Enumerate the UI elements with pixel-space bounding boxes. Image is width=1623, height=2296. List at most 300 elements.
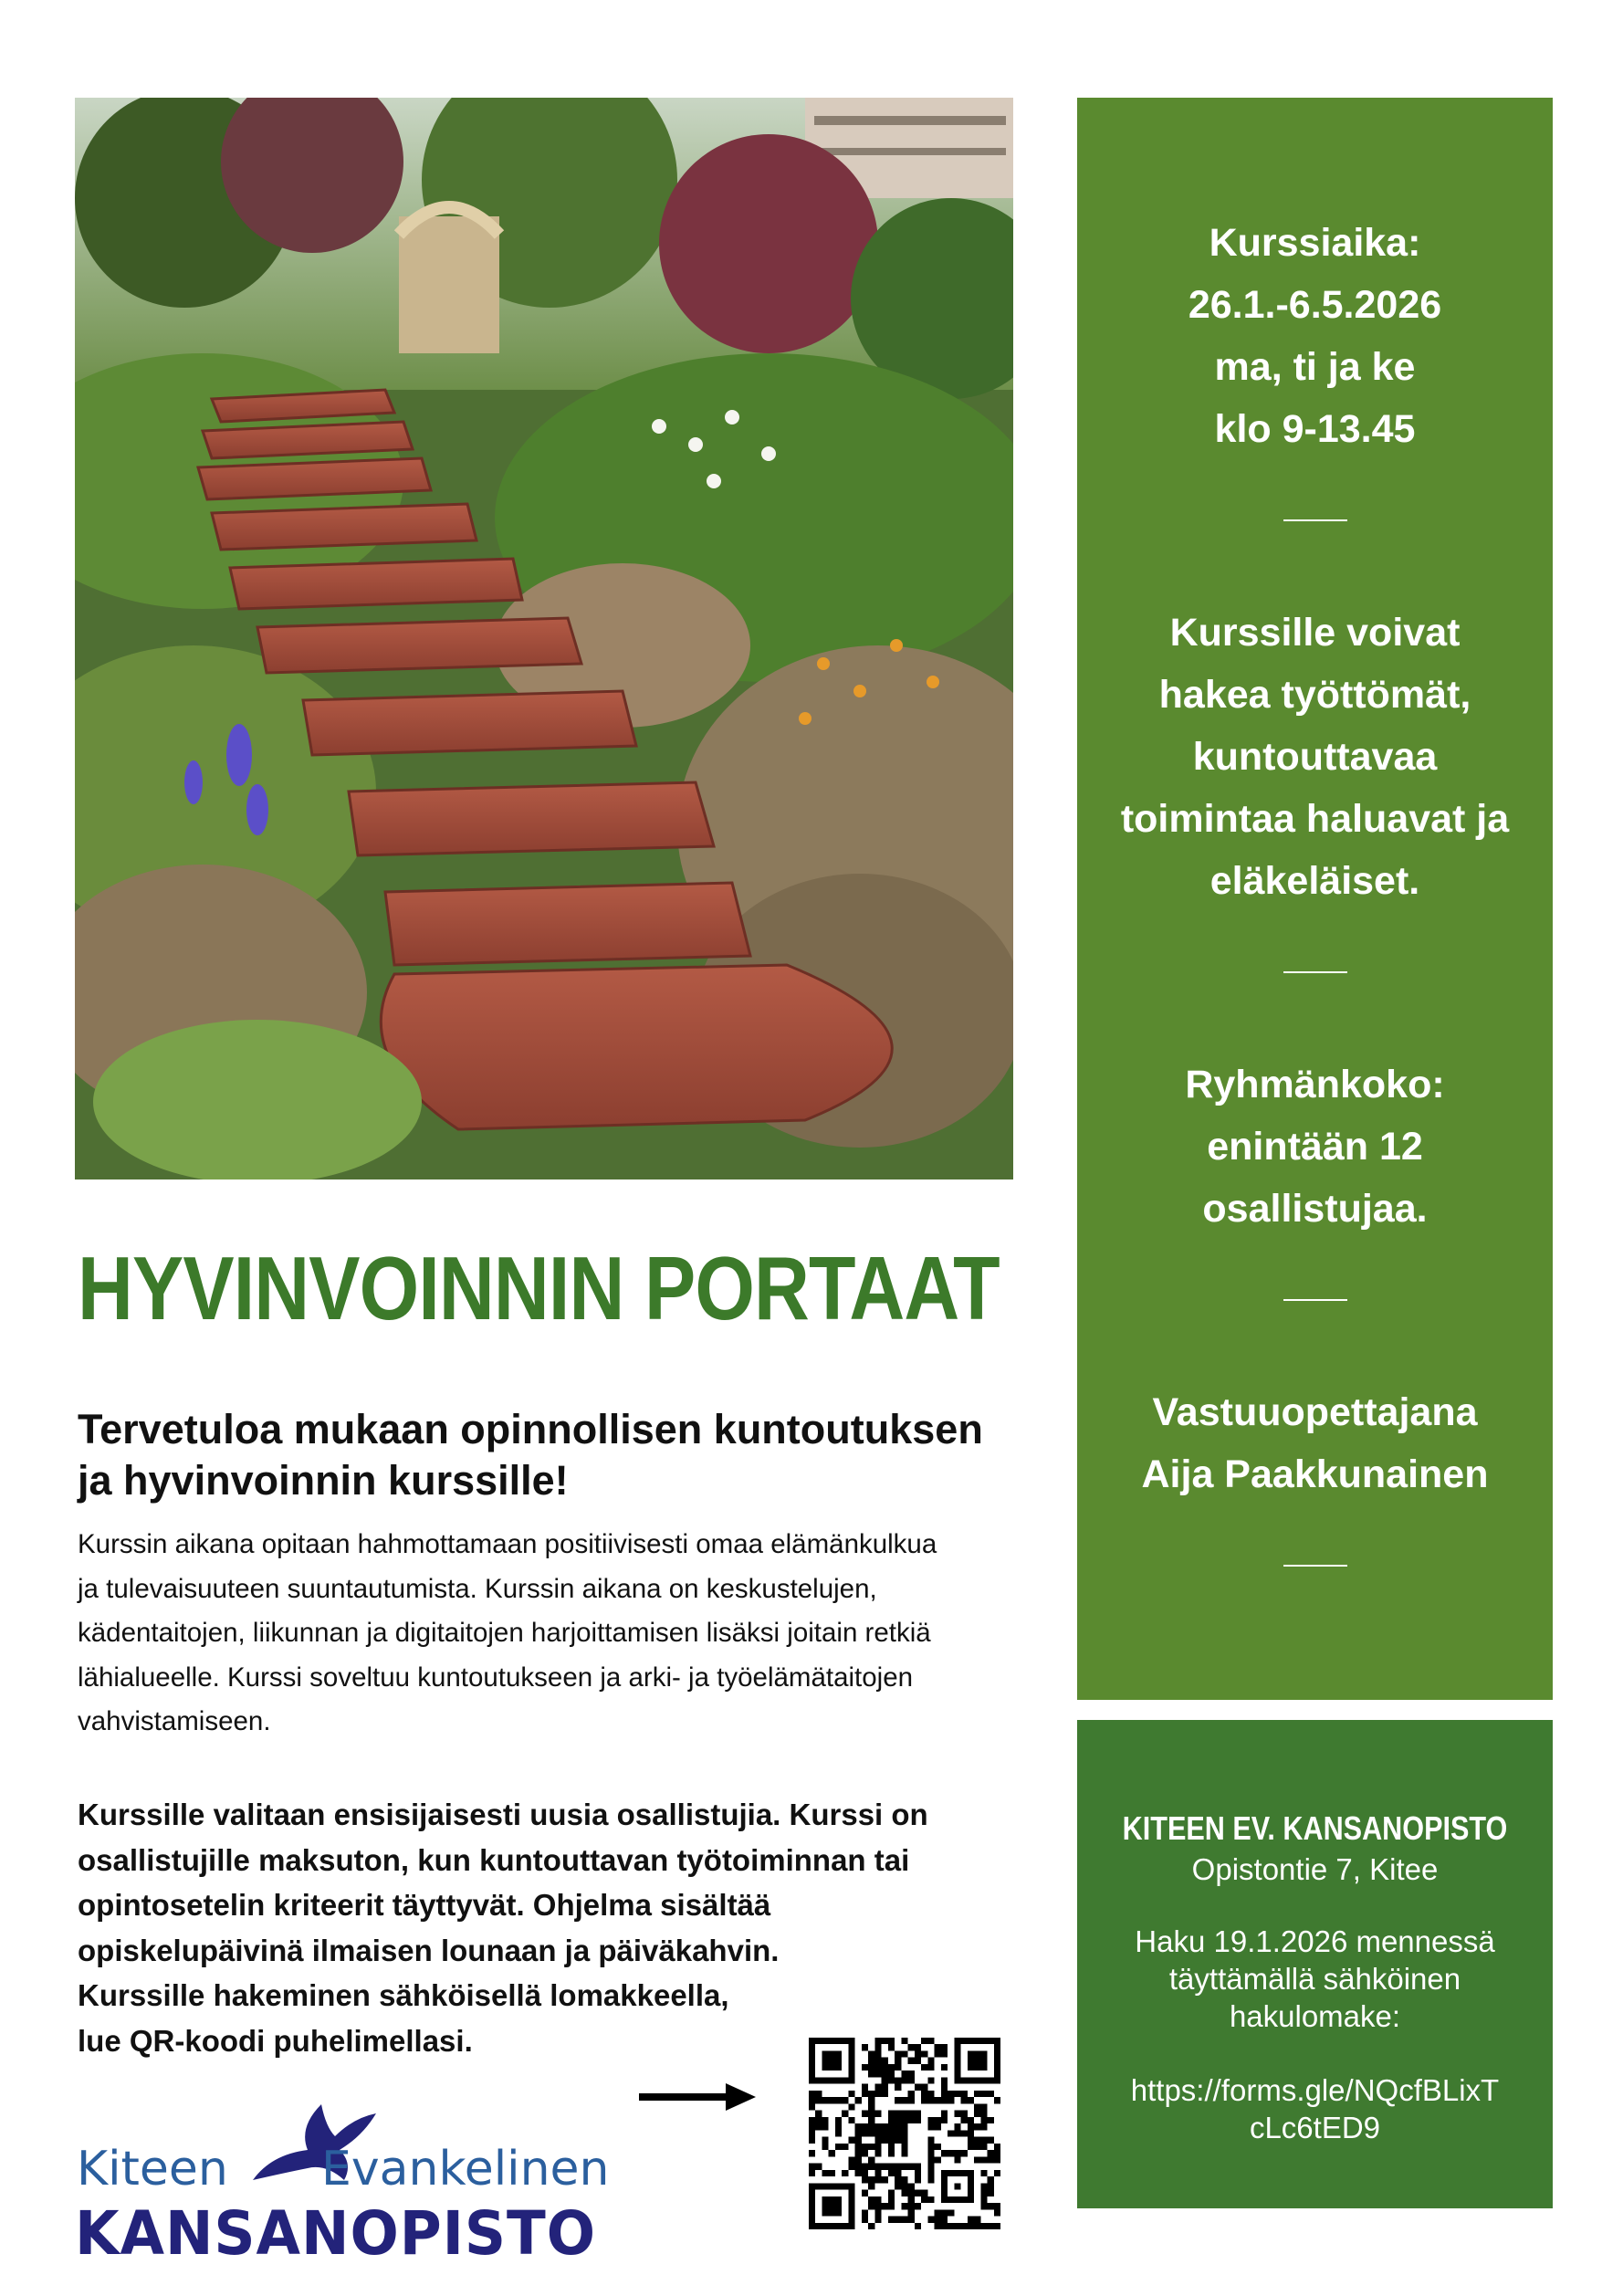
- subtitle-line: ja hyvinvoinnin kurssille!: [78, 1457, 569, 1504]
- kansanopisto-logo: [75, 2100, 641, 2269]
- qr-module: [941, 2084, 948, 2091]
- qr-module: [862, 2091, 868, 2097]
- qr-module: [868, 2050, 874, 2057]
- qr-module: [868, 2103, 874, 2110]
- qr-module: [815, 2164, 822, 2170]
- qr-module: [954, 2223, 960, 2229]
- qr-module: [835, 2097, 842, 2103]
- eligibility-line: kuntouttavaa: [1192, 735, 1438, 779]
- qr-module: [868, 2117, 874, 2123]
- qr-module: [809, 2117, 815, 2123]
- qr-module: [980, 2123, 987, 2130]
- qr-module: [874, 2058, 881, 2064]
- url-line[interactable]: https://forms.gle/NQcfBLixT: [1130, 2073, 1500, 2107]
- qr-module: [874, 2150, 881, 2156]
- separator: [1283, 1565, 1347, 1567]
- intro-line: Kurssin aikana opitaan hahmottamaan positiivisesti omaa elämänkulkua: [78, 1529, 937, 1559]
- qr-module: [935, 2050, 941, 2057]
- qr-module: [901, 2190, 907, 2196]
- qr-module: [888, 2196, 895, 2203]
- group-size-unit: osallistujaa.: [1202, 1187, 1428, 1231]
- qr-module: [874, 2217, 881, 2223]
- qr-module: [862, 2123, 868, 2130]
- intro-line: kädentaitojen, liikunnan ja digitaitojen harjoittamisen lisäksi joitain retkiä: [78, 1618, 931, 1648]
- qr-module: [868, 2144, 874, 2150]
- qr-module: [908, 2217, 915, 2223]
- qr-module: [874, 2164, 881, 2170]
- qr-module: [935, 2217, 941, 2223]
- qr-module: [948, 2097, 954, 2103]
- qr-module: [874, 2044, 881, 2050]
- intro-line: lähialueelle. Kurssi soveltuu kuntoutukseen ja arki- ja työelämätaitojen: [78, 1662, 914, 1693]
- qr-module: [921, 2196, 927, 2203]
- qr-module: [921, 2038, 927, 2044]
- qr-module: [835, 2144, 842, 2150]
- qr-module: [888, 2038, 895, 2044]
- qr-module: [994, 2144, 1000, 2150]
- qr-module: [822, 2137, 828, 2144]
- qr-module: [874, 2203, 881, 2209]
- qr-module: [921, 2050, 927, 2057]
- qr-module: [915, 2058, 921, 2064]
- qr-module: [901, 2183, 907, 2189]
- details-paragraph: [78, 1792, 1045, 2063]
- qr-module: [868, 2164, 874, 2170]
- qr-module: [862, 2130, 868, 2136]
- qr-module: [941, 2150, 948, 2156]
- qr-module: [855, 2144, 862, 2150]
- qr-module: [862, 2084, 868, 2091]
- qr-module: [968, 2144, 974, 2150]
- qr-module: [842, 2170, 848, 2176]
- qr-module: [994, 2097, 1000, 2103]
- qr-module: [882, 2038, 888, 2044]
- qr-module: [927, 2144, 934, 2150]
- qr-module: [941, 2044, 948, 2050]
- intro-line: vahvistamiseen.: [78, 1706, 271, 1736]
- group-size-heading: Ryhmänkoko:: [1185, 1063, 1445, 1106]
- group-size-value: enintään 12: [1207, 1125, 1423, 1169]
- qr-module: [908, 2058, 915, 2064]
- qr-module: [941, 2209, 948, 2216]
- qr-module: [882, 2164, 888, 2170]
- qr-module: [809, 2123, 815, 2130]
- qr-module: [874, 2084, 881, 2091]
- qr-module: [927, 2170, 934, 2176]
- qr-module: [901, 2217, 907, 2223]
- qr-module: [868, 2176, 874, 2183]
- qr-module: [988, 2156, 994, 2163]
- qr-module: [974, 2103, 980, 2110]
- qr-module: [954, 2150, 960, 2156]
- qr-module: [829, 2170, 835, 2176]
- qr-module: [961, 2091, 968, 2097]
- qr-module: [855, 2170, 862, 2176]
- qr-module: [908, 2044, 915, 2050]
- qr-module: [941, 2097, 948, 2103]
- qr-module: [961, 2117, 968, 2123]
- qr-module: [868, 2058, 874, 2064]
- details-line: Kurssille valitaan ensisijaisesti uusia osallistujia. Kurssi on: [78, 1798, 928, 1831]
- qr-module: [855, 2123, 862, 2130]
- qr-module: [974, 2091, 980, 2097]
- qr-module: [868, 2071, 874, 2077]
- qr-module: [888, 2164, 895, 2170]
- qr-module: [895, 2217, 901, 2223]
- qr-module: [980, 2137, 987, 2144]
- qr-module: [874, 2130, 881, 2136]
- details-line: opintosetelin kriteerit täyttyvät. Ohjelma sisältää: [78, 1888, 771, 1922]
- subtitle-line: Tervetuloa mukaan opinnollisen kuntoutuksen: [78, 1406, 983, 1452]
- qr-module: [862, 2044, 868, 2050]
- qr-module: [915, 2050, 921, 2057]
- subtitle: [78, 1404, 1063, 1506]
- qr-module: [862, 2164, 868, 2170]
- qr-module: [908, 2209, 915, 2216]
- qr-module: [882, 2077, 888, 2083]
- qr-module: [935, 2144, 941, 2150]
- qr-module: [848, 2137, 854, 2144]
- qr-module: [835, 2123, 842, 2130]
- intro-line: ja tulevaisuuteen suuntautumista. Kurssin aikana on keskustelujen,: [78, 1573, 877, 1604]
- arrow-right-icon: [639, 2083, 756, 2111]
- logo-word-kiteen: Kiteen: [77, 2142, 228, 2196]
- qr-module: [809, 2103, 815, 2110]
- qr-module: [908, 2190, 915, 2196]
- qr-module: [988, 2091, 994, 2097]
- qr-module: [941, 2050, 948, 2057]
- qr-module: [855, 2097, 862, 2103]
- qr-module: [901, 2164, 907, 2170]
- qr-module: [927, 2038, 934, 2044]
- qr-module: [915, 2203, 921, 2209]
- qr-module: [968, 2097, 974, 2103]
- qr-module: [874, 2064, 881, 2071]
- qr-module: [994, 2156, 1000, 2163]
- qr-module: [895, 2164, 901, 2170]
- qr-module: [901, 2203, 907, 2209]
- course-hours: klo 9-13.45: [1214, 407, 1416, 451]
- qr-module: [882, 2091, 888, 2097]
- page-title: HYVINVOINNIN PORTAAT: [78, 1238, 1000, 1338]
- qr-module: [895, 2064, 901, 2071]
- contact-panel: [1077, 1720, 1553, 2208]
- qr-module: [895, 2050, 901, 2057]
- qr-module: [927, 2176, 934, 2183]
- qr-module: [974, 2137, 980, 2144]
- qr-module: [888, 2170, 895, 2176]
- qr-module: [901, 2077, 907, 2083]
- qr-module: [935, 2044, 941, 2050]
- qr-module: [855, 2130, 862, 2136]
- qr-module: [848, 2117, 854, 2123]
- qr-module: [809, 2130, 815, 2136]
- qr-module: [927, 2123, 934, 2130]
- qr-module: [927, 2164, 934, 2170]
- qr-module: [822, 2144, 828, 2150]
- qr-module: [935, 2156, 941, 2163]
- qr-module: [888, 2190, 895, 2196]
- teacher-label: Vastuuopettajana: [1152, 1390, 1478, 1434]
- qr-module: [941, 2117, 948, 2123]
- qr-module: [868, 2196, 874, 2203]
- qr-module: [874, 2209, 881, 2216]
- qr-module: [961, 2223, 968, 2229]
- qr-module: [927, 2150, 934, 2156]
- qr-module: [935, 2097, 941, 2103]
- qr-module: [809, 2170, 815, 2176]
- qr-module: [915, 2164, 921, 2170]
- qr-module: [815, 2091, 822, 2097]
- details-line: Kurssille hakeminen sähköisellä lomakkeella,: [78, 1978, 729, 2012]
- qr-module: [974, 2223, 980, 2229]
- qr-module: [862, 2150, 868, 2156]
- qr-module: [868, 2111, 874, 2117]
- qr-module: [901, 2038, 907, 2044]
- qr-module: [980, 2196, 987, 2203]
- teacher-name: Aija Paakkunainen: [1141, 1452, 1489, 1496]
- qr-module: [882, 2058, 888, 2064]
- qr-module: [941, 2223, 948, 2229]
- qr-module: [882, 2084, 888, 2091]
- qr-module: [935, 2117, 941, 2123]
- qr-module: [855, 2156, 862, 2163]
- qr-module: [941, 2077, 948, 2083]
- application-info: [1077, 1923, 1553, 2035]
- qr-module: [874, 2170, 881, 2176]
- qr-module: [948, 2209, 954, 2216]
- qr-module: [822, 2117, 828, 2123]
- qr-module: [809, 2091, 815, 2097]
- qr-module: [941, 2217, 948, 2223]
- qr-module: [988, 2183, 994, 2189]
- qr-module: [941, 2064, 948, 2071]
- qr-module: [980, 2111, 987, 2117]
- qr-module: [874, 2144, 881, 2150]
- qr-code-icon[interactable]: [809, 2038, 1000, 2229]
- qr-module: [968, 2130, 974, 2136]
- details-line: osallistujille maksuton, kun kuntouttavan työtoiminnan tai: [78, 1842, 910, 1877]
- qr-module: [980, 2144, 987, 2150]
- qr-module: [968, 2223, 974, 2229]
- qr-module: [941, 2111, 948, 2117]
- qr-module: [954, 2123, 960, 2130]
- qr-module: [908, 2071, 915, 2077]
- qr-module: [927, 2217, 934, 2223]
- qr-module: [948, 2150, 954, 2156]
- qr-module: [868, 2064, 874, 2071]
- qr-module: [968, 2123, 974, 2130]
- qr-module: [874, 2123, 881, 2130]
- qr-module: [954, 2130, 960, 2136]
- qr-module: [968, 2137, 974, 2144]
- qr-module: [888, 2217, 895, 2223]
- qr-module: [948, 2091, 954, 2097]
- details-line: lue QR-koodi puhelimellasi.: [78, 2023, 473, 2058]
- qr-module: [815, 2111, 822, 2117]
- qr-module: [935, 2123, 941, 2130]
- qr-module: [888, 2077, 895, 2083]
- qr-module: [874, 2050, 881, 2057]
- qr-module: [994, 2170, 1000, 2176]
- qr-module: [829, 2150, 835, 2156]
- qr-module: [908, 2164, 915, 2170]
- qr-module: [895, 2077, 901, 2083]
- qr-module: [895, 2176, 901, 2183]
- qr-module: [994, 2203, 1000, 2209]
- qr-module: [882, 2071, 888, 2077]
- qr-module: [809, 2164, 815, 2170]
- qr-module: [888, 2064, 895, 2071]
- qr-module: [835, 2130, 842, 2136]
- address: Opistontie 7, Kitee: [1191, 1852, 1439, 1886]
- url-line[interactable]: cLc6tED9: [1249, 2111, 1381, 2144]
- qr-module: [888, 2044, 895, 2050]
- details-line: opiskelupäivinä ilmaisen lounaan ja päiväkahvin.: [78, 1933, 780, 1967]
- qr-module: [882, 2203, 888, 2209]
- qr-module: [895, 2183, 901, 2189]
- qr-module: [980, 2190, 987, 2196]
- qr-module: [888, 2071, 895, 2077]
- qr-module: [927, 2156, 934, 2163]
- qr-module: [855, 2164, 862, 2170]
- qr-module: [980, 2170, 987, 2176]
- qr-module: [980, 2156, 987, 2163]
- qr-module: [868, 2130, 874, 2136]
- qr-module: [842, 2144, 848, 2150]
- qr-module: [927, 2097, 934, 2103]
- teacher-block: [1086, 1381, 1544, 1505]
- qr-module: [974, 2217, 980, 2223]
- qr-module: [855, 2137, 862, 2144]
- qr-module: [855, 2150, 862, 2156]
- qr-module: [961, 2111, 968, 2117]
- qr-module: [895, 2097, 901, 2103]
- qr-module: [974, 2123, 980, 2130]
- qr-module: [882, 2064, 888, 2071]
- qr-module: [927, 2064, 934, 2071]
- qr-module: [974, 2156, 980, 2163]
- organization-name: KITEEN EV. KANSANOPISTO: [1122, 1809, 1508, 1847]
- eligibility-line: hakea työttömät,: [1158, 673, 1471, 717]
- qr-module: [915, 2190, 921, 2196]
- qr-module: [927, 2137, 934, 2144]
- apply-line: hakulomake:: [1229, 1999, 1401, 2033]
- qr-module: [915, 2170, 921, 2176]
- qr-module: [901, 2071, 907, 2077]
- qr-module: [895, 2084, 901, 2091]
- qr-module: [927, 2091, 934, 2097]
- qr-module: [901, 2050, 907, 2057]
- qr-module: [868, 2203, 874, 2209]
- qr-module: [915, 2223, 921, 2229]
- qr-module: [815, 2097, 822, 2103]
- qr-module: [908, 2097, 915, 2103]
- qr-module: [927, 2077, 934, 2083]
- qr-module: [927, 2058, 934, 2064]
- qr-module: [927, 2196, 934, 2203]
- application-form-link[interactable]: [1077, 2071, 1553, 2146]
- qr-module: [874, 2071, 881, 2077]
- qr-module: [842, 2097, 848, 2103]
- qr-module: [848, 2156, 854, 2163]
- qr-module: [915, 2044, 921, 2050]
- course-info-panel: [1077, 98, 1553, 1700]
- qr-module: [921, 2091, 927, 2097]
- qr-module: [848, 2103, 854, 2110]
- qr-module: [874, 2091, 881, 2097]
- qr-module: [908, 2077, 915, 2083]
- qr-module: [874, 2196, 881, 2203]
- qr-module: [815, 2117, 822, 2123]
- qr-module: [848, 2164, 854, 2170]
- qr-module: [868, 2091, 874, 2097]
- qr-module: [980, 2091, 987, 2097]
- qr-module: [974, 2144, 980, 2150]
- qr-module: [874, 2038, 881, 2044]
- qr-module: [908, 2196, 915, 2203]
- qr-module: [862, 2144, 868, 2150]
- qr-module: [809, 2137, 815, 2144]
- qr-module: [868, 2223, 874, 2229]
- eligibility-line: eläkeläiset.: [1209, 859, 1420, 903]
- qr-module: [888, 2203, 895, 2209]
- qr-module: [994, 2150, 1000, 2156]
- qr-module: [908, 2091, 915, 2097]
- qr-module: [809, 2097, 815, 2103]
- qr-module: [901, 2097, 907, 2103]
- qr-module: [901, 2176, 907, 2183]
- qr-module: [988, 2137, 994, 2144]
- logo-word-evankelinen: Evankelinen: [321, 2142, 610, 2196]
- qr-module: [908, 2203, 915, 2209]
- qr-module: [874, 2111, 881, 2117]
- qr-module: [908, 2183, 915, 2189]
- eligibility-line: toimintaa haluavat ja: [1120, 797, 1510, 841]
- qr-module: [882, 2176, 888, 2183]
- group-size-block: [1086, 1054, 1544, 1240]
- qr-module: [954, 2091, 960, 2097]
- qr-module: [895, 2058, 901, 2064]
- qr-module: [915, 2176, 921, 2183]
- qr-module: [868, 2183, 874, 2189]
- qr-module: [988, 2150, 994, 2156]
- logo-word-kansanopisto: KANSANOPISTO: [75, 2198, 596, 2269]
- intro-paragraph: [78, 1523, 1045, 1745]
- qr-module: [829, 2097, 835, 2103]
- course-time-block: [1086, 212, 1544, 460]
- qr-module: [961, 2150, 968, 2156]
- qr-module: [921, 2097, 927, 2103]
- qr-module: [868, 2156, 874, 2163]
- qr-module: [988, 2223, 994, 2229]
- qr-module: [988, 2176, 994, 2183]
- qr-module: [835, 2117, 842, 2123]
- qr-module: [862, 2111, 868, 2117]
- qr-module: [980, 2183, 987, 2189]
- qr-module: [988, 2190, 994, 2196]
- apply-line: täyttämällä sähköinen: [1168, 1962, 1461, 1996]
- qr-module: [968, 2217, 974, 2223]
- qr-module: [862, 2209, 868, 2216]
- qr-module: [874, 2137, 881, 2144]
- course-dates: 26.1.-6.5.2026: [1188, 283, 1442, 327]
- qr-module: [921, 2190, 927, 2196]
- eligibility-block: [1086, 602, 1544, 912]
- qr-module: [980, 2103, 987, 2110]
- qr-module: [941, 2091, 948, 2097]
- qr-module: [921, 2064, 927, 2071]
